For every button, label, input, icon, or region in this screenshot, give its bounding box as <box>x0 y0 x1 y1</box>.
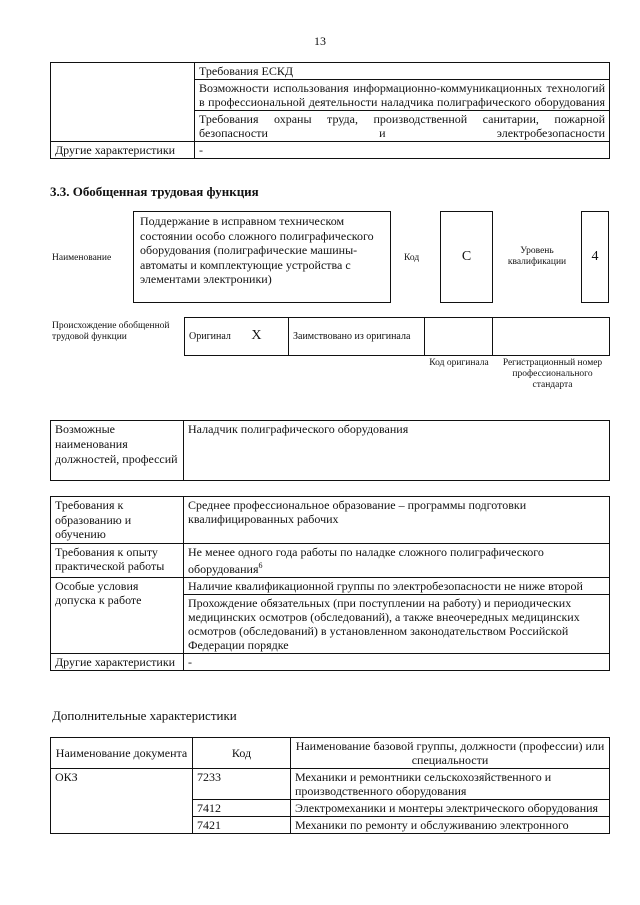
experience-value: Не менее одного года работы по наладке сложного полиграфического оборудования <box>188 544 544 576</box>
header-code: Код <box>193 738 291 769</box>
name-label: Наименование <box>52 253 112 263</box>
page-number: 13 <box>314 34 326 48</box>
additional-title: Дополнительные характеристики <box>52 708 237 723</box>
code-value: C <box>461 249 472 264</box>
table-header-row <box>51 738 610 769</box>
other-value: - <box>184 653 610 670</box>
special-value-2: Прохождение обязательных (при поступлении на работу) и периодических медицинских осмотров (обследований), а также внеочередных медицинских осмотров (обследований) в установленном законодательством Российской Федерации порядке <box>184 594 610 653</box>
origin-reg-cell <box>493 318 610 356</box>
other-label: Другие характеристики <box>51 653 184 670</box>
borrowed-cell: Заимствовано из оригинала <box>289 318 425 356</box>
top-table <box>50 62 610 159</box>
header-doc-name: Наименование документа <box>51 738 193 769</box>
origin-code-cell <box>425 318 493 356</box>
additional-table <box>50 737 610 834</box>
table-cell-empty <box>51 63 195 142</box>
group-name-cell: Механики и ремонтники сельскохозяйственного и производственного оборудования <box>291 769 610 800</box>
requirements-table <box>50 496 610 671</box>
positions-table <box>50 420 610 481</box>
code-box <box>440 211 493 303</box>
name-value-box <box>133 211 391 303</box>
level-label: Уровень квалификации <box>507 246 567 267</box>
origin-table <box>184 317 610 356</box>
table-row <box>185 318 610 356</box>
code-caption: Код оригинала <box>429 358 489 368</box>
education-value: Среднее профессиональное образование – программы подготовки квалифицированных рабочих <box>184 497 610 544</box>
table-row <box>51 543 610 577</box>
table-row <box>51 497 610 544</box>
special-value-1: Наличие квалификационной группы по электробезопасности не ниже второй <box>184 577 610 594</box>
code-cell: 7233 <box>193 769 291 800</box>
table-cell: - <box>195 142 610 159</box>
table-row <box>51 142 610 159</box>
special-label: Особые условия допуска к работе <box>51 577 184 653</box>
table-row <box>51 63 610 80</box>
table-row <box>51 421 610 481</box>
group-name-cell: Механики по ремонту и обслуживанию электронного <box>291 817 610 834</box>
positions-label: Возможные наименования должностей, профессий <box>51 421 184 481</box>
experience-footnote: 6 <box>258 560 263 570</box>
table-row <box>51 769 610 800</box>
name-value: Поддержание в исправном техническом состоянии особо сложного полиграфического оборудования (полиграфические машины-автоматы и комплектующие устройства с элементами электроники) <box>140 214 374 286</box>
reg-caption: Регистрационный номер профессионального стандарта <box>502 358 603 390</box>
doc-name-cell: ОКЗ <box>51 769 193 834</box>
table-cell: Возможности использования информационно-коммуникационных технологий в профессиональной деятельности наладчика полиграфического оборудования <box>195 80 610 111</box>
section-title: 3.3. Обобщенная трудовая функция <box>50 184 259 199</box>
original-cell <box>185 318 289 356</box>
code-cell: 7421 <box>193 817 291 834</box>
table-cell-label: Другие характеристики <box>51 142 195 159</box>
level-box <box>581 211 609 303</box>
education-label: Требования к образованию и обучению <box>51 497 184 544</box>
header-group-name: Наименование базовой группы, должности (профессии) или специальности <box>291 738 610 769</box>
experience-cell <box>184 543 610 577</box>
original-label: Оригинал <box>189 331 231 342</box>
positions-value: Наладчик полиграфического оборудования <box>184 421 610 481</box>
experience-label: Требования к опыту практической работы <box>51 543 184 577</box>
original-mark: X <box>251 328 262 343</box>
origin-label: Происхождение обобщенной трудовой функции <box>52 321 170 342</box>
table-row <box>51 577 610 594</box>
code-label: Код <box>404 253 420 263</box>
table-row <box>51 653 610 670</box>
code-cell: 7412 <box>193 800 291 817</box>
level-value: 4 <box>591 249 599 264</box>
group-name-cell: Электромеханики и монтеры электрического оборудования <box>291 800 610 817</box>
table-cell: Требования охраны труда, производственной санитарии, пожарной безопасности и электробезопасности <box>195 111 610 142</box>
table-cell: Требования ЕСКД <box>195 63 610 80</box>
